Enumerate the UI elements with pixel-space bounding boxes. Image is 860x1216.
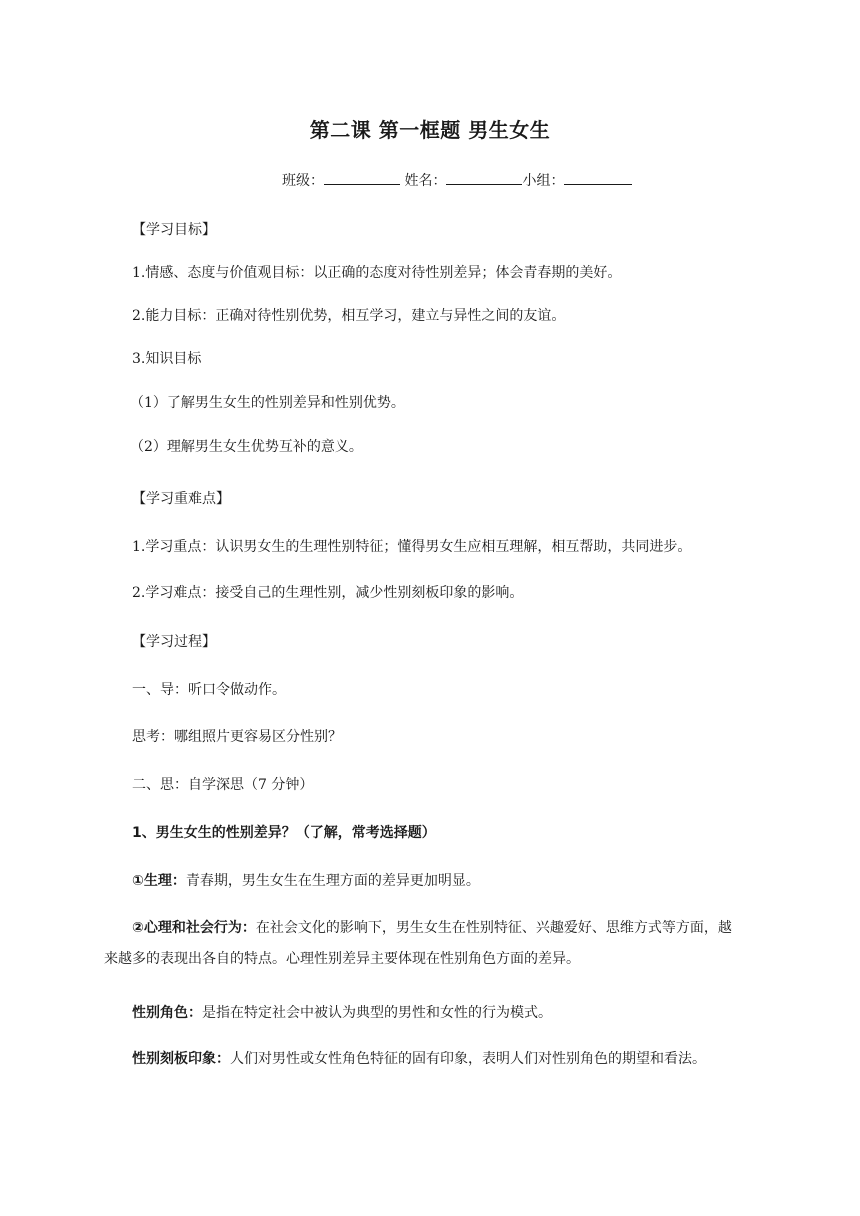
psychology-text: 在社会文化的影响下，男生女生在性别特征、兴趣爱好、思维方式等方面，越来越多的表现出各自的特点。心理性别差异主要体现在性别角色方面的差异。 [104, 920, 732, 967]
class-label: 班级： [282, 173, 324, 189]
key-point-1: 1.学习重点：认识男女生的生理性别特征；懂得男女生应相互理解，相互帮助，共同进步。 [132, 539, 692, 555]
psychology-label: ②心理和社会行为： [132, 920, 256, 936]
key-points-heading: 【学习重难点】 [132, 491, 230, 507]
group-blank[interactable] [564, 170, 632, 185]
physiology-text: 青春期，男生女生在生理方面的差异更加明显。 [185, 873, 480, 889]
physiology-paragraph [132, 870, 480, 890]
objective-item-3: 3.知识目标 [132, 351, 202, 367]
page-title: 第二课 第一框题 男生女生 [309, 118, 551, 142]
stereotype-label: 性别刻板印象： [132, 1051, 230, 1067]
process-step-1: 一、导：听口令做动作。 [132, 682, 286, 698]
group-label: 小组： [522, 173, 565, 189]
gender-role-paragraph [132, 1002, 552, 1022]
stereotype-paragraph [132, 1048, 706, 1068]
process-heading: 【学习过程】 [132, 634, 216, 650]
key-point-2: 2.学习难点：接受自己的生理性别，减少性别刻板印象的影响。 [132, 585, 524, 601]
process-step-2: 二、思：自学深思（7 分钟） [132, 777, 314, 793]
name-label: 姓名： [404, 173, 447, 189]
gender-role-label: 性别角色： [132, 1005, 202, 1021]
name-blank[interactable] [446, 170, 522, 185]
objectives-heading: 【学习目标】 [132, 222, 216, 238]
objective-sub-1: （1）了解男生女生的性别差异和性别优势。 [130, 395, 405, 411]
objective-item-1: 1.情感、态度与价值观目标：以正确的态度对待性别差异；体会青春期的美好。 [132, 265, 622, 281]
question-1: 1、男生女生的性别差异？（了解，常考选择题） [132, 825, 436, 841]
physiology-label: ①生理： [132, 873, 186, 889]
objective-sub-2: （2）理解男生女生优势互补的意义。 [130, 439, 363, 455]
student-info-line [282, 170, 632, 190]
class-blank[interactable] [324, 170, 400, 185]
stereotype-text: 人们对男性或女性角色特征的固有印象，表明人们对性别角色的期望和看法。 [230, 1051, 706, 1067]
gender-role-text: 是指在特定社会中被认为典型的男性和女性的行为模式。 [202, 1005, 552, 1021]
psychology-paragraph [104, 913, 744, 975]
objective-item-2: 2.能力目标：正确对待性别优势，相互学习，建立与异性之间的友谊。 [132, 308, 566, 324]
process-think: 思考：哪组照片更容易区分性别？ [132, 729, 342, 745]
